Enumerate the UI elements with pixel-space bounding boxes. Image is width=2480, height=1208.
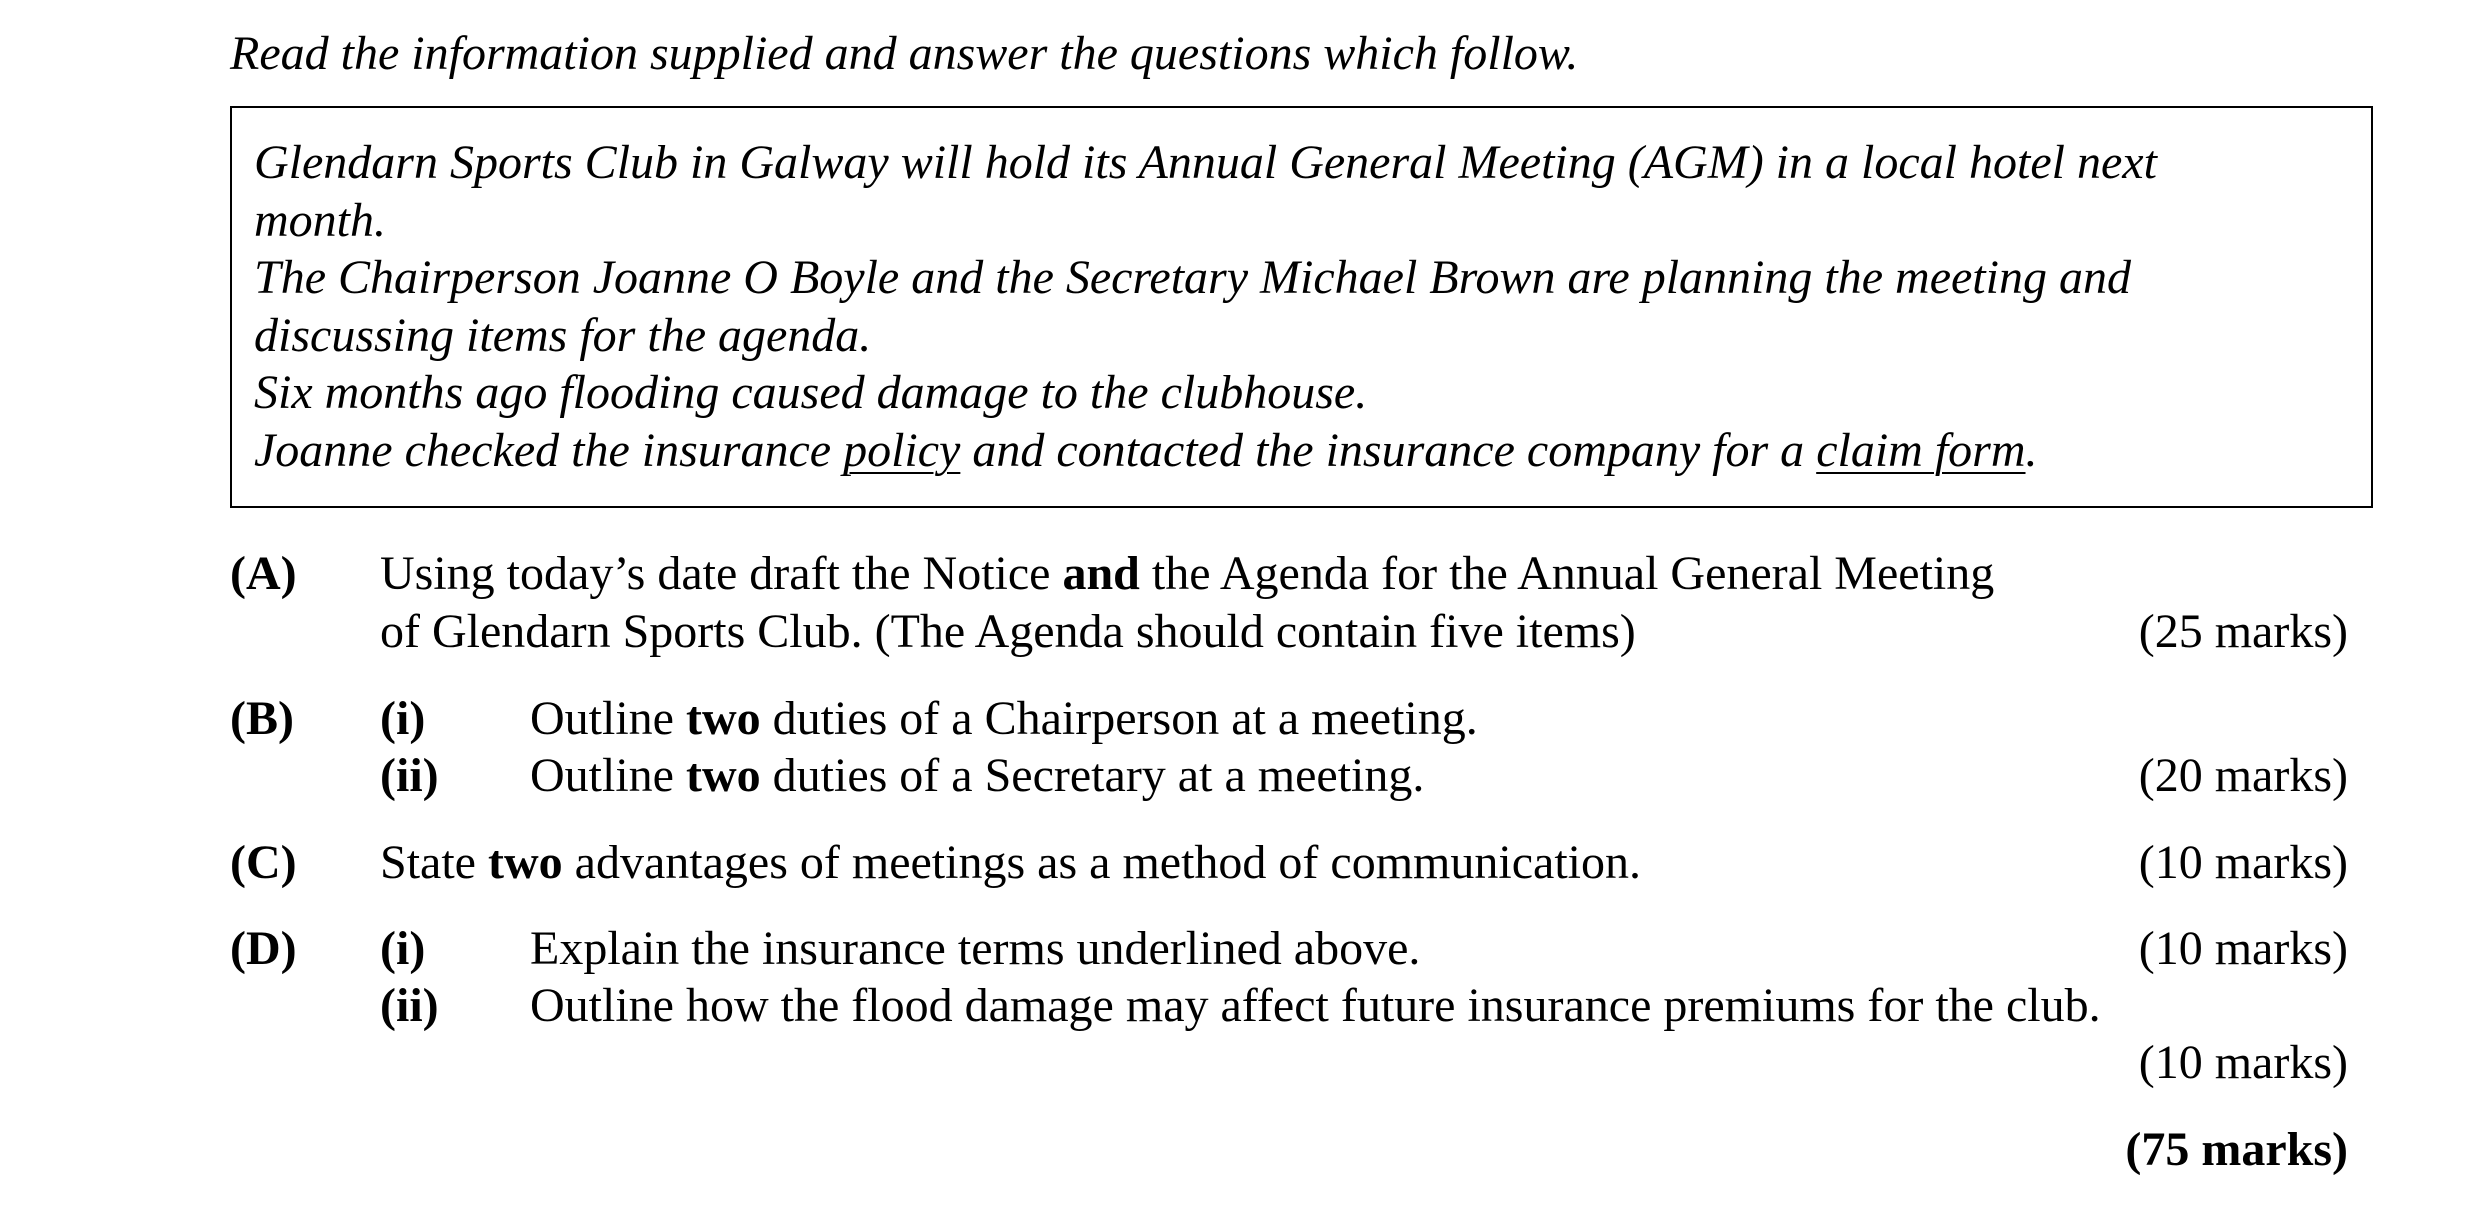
question-b-line-1: [0, 690, 2480, 748]
info-line-6: [254, 422, 2371, 480]
question-c-line: [0, 834, 2480, 892]
question-b-label: (B): [230, 692, 294, 745]
question-b-i-label: (i): [380, 692, 426, 745]
question-b-ii-bold: two: [685, 749, 761, 802]
question-d-ii-text: Outline how the flood damage may affect future insurance premiums for the club.: [530, 979, 2101, 1032]
underlined-term-claim-form: claim form: [1816, 423, 2026, 477]
question-c-part2: advantages of meetings as a method of communication.: [562, 836, 1641, 889]
question-a-line-2: [0, 603, 2480, 661]
question-b-ii-text: [530, 747, 1424, 805]
question-a-text-1-part1: Using today’s date draft the Notice: [380, 547, 1063, 600]
total-marks: (75 marks): [2125, 1123, 2348, 1176]
info-line-2: month.: [254, 193, 386, 247]
question-a-marks: (25 marks): [2138, 605, 2348, 658]
question-a-line-1: [0, 545, 2480, 603]
question-b-marks: (20 marks): [2138, 749, 2348, 802]
question-a-bold-and: and: [1062, 547, 1140, 600]
question-c-text: [380, 834, 1641, 892]
question-c-label: (C): [230, 836, 297, 889]
question-d-ii-marks: (10 marks): [2138, 1036, 2348, 1089]
question-d-line-2: [0, 977, 2480, 1035]
info-line-6-part1: Joanne checked the insurance: [254, 423, 844, 477]
question-a-label: (A): [230, 547, 297, 600]
question-d-label: (D): [230, 922, 297, 975]
question-d-i-text: Explain the insurance terms underlined above.: [530, 922, 1421, 975]
question-d-ii-label: (ii): [380, 979, 439, 1032]
question-a-text-1: [380, 545, 1994, 603]
info-line-3: The Chairperson Joanne O Boyle and the Secretary Michael Brown are planning the meeting and: [254, 251, 2131, 305]
information-box: [230, 106, 2373, 508]
question-b-ii-label: (ii): [380, 749, 439, 802]
question-b-line-2: [0, 747, 2480, 805]
question-d-i-marks: (10 marks): [2138, 922, 2348, 975]
info-line-5: Six months ago flooding caused damage to the clubhouse.: [254, 366, 1368, 420]
question-b-ii-part2: duties of a Secretary at a meeting.: [760, 749, 1425, 802]
question-d-i-label: (i): [380, 922, 426, 975]
question-c-bold: two: [487, 836, 563, 889]
instruction-text: Read the information supplied and answer the questions which follow.: [230, 27, 1579, 80]
info-line-6-part3: .: [2025, 423, 2038, 477]
info-line-1: Glendarn Sports Club in Galway will hold its Annual General Meeting (AGM) in a local hotel next: [254, 136, 2157, 189]
info-line-4: discussing items for the agenda.: [254, 308, 872, 362]
question-d-line-1: [0, 920, 2480, 978]
question-c-part1: State: [380, 836, 488, 889]
underlined-term-policy: policy: [843, 423, 961, 477]
question-a-text-1-part2: the Agenda for the Annual General Meeting: [1139, 547, 1995, 600]
question-b-i-text: [530, 690, 1478, 748]
question-a-text-2: of Glendarn Sports Club. (The Agenda should contain five items): [380, 605, 1636, 658]
question-c-marks: (10 marks): [2138, 836, 2348, 889]
question-b-i-part2: duties of a Chairperson at a meeting.: [760, 692, 1478, 745]
total-line: [0, 1121, 2480, 1179]
question-b-i-bold: two: [685, 692, 761, 745]
question-d-line-3: [0, 1034, 2480, 1092]
question-b-i-part1: Outline: [530, 692, 686, 745]
question-b-ii-part1: Outline: [530, 749, 686, 802]
info-line-6-part2: and contacted the insurance company for a: [960, 423, 1817, 477]
